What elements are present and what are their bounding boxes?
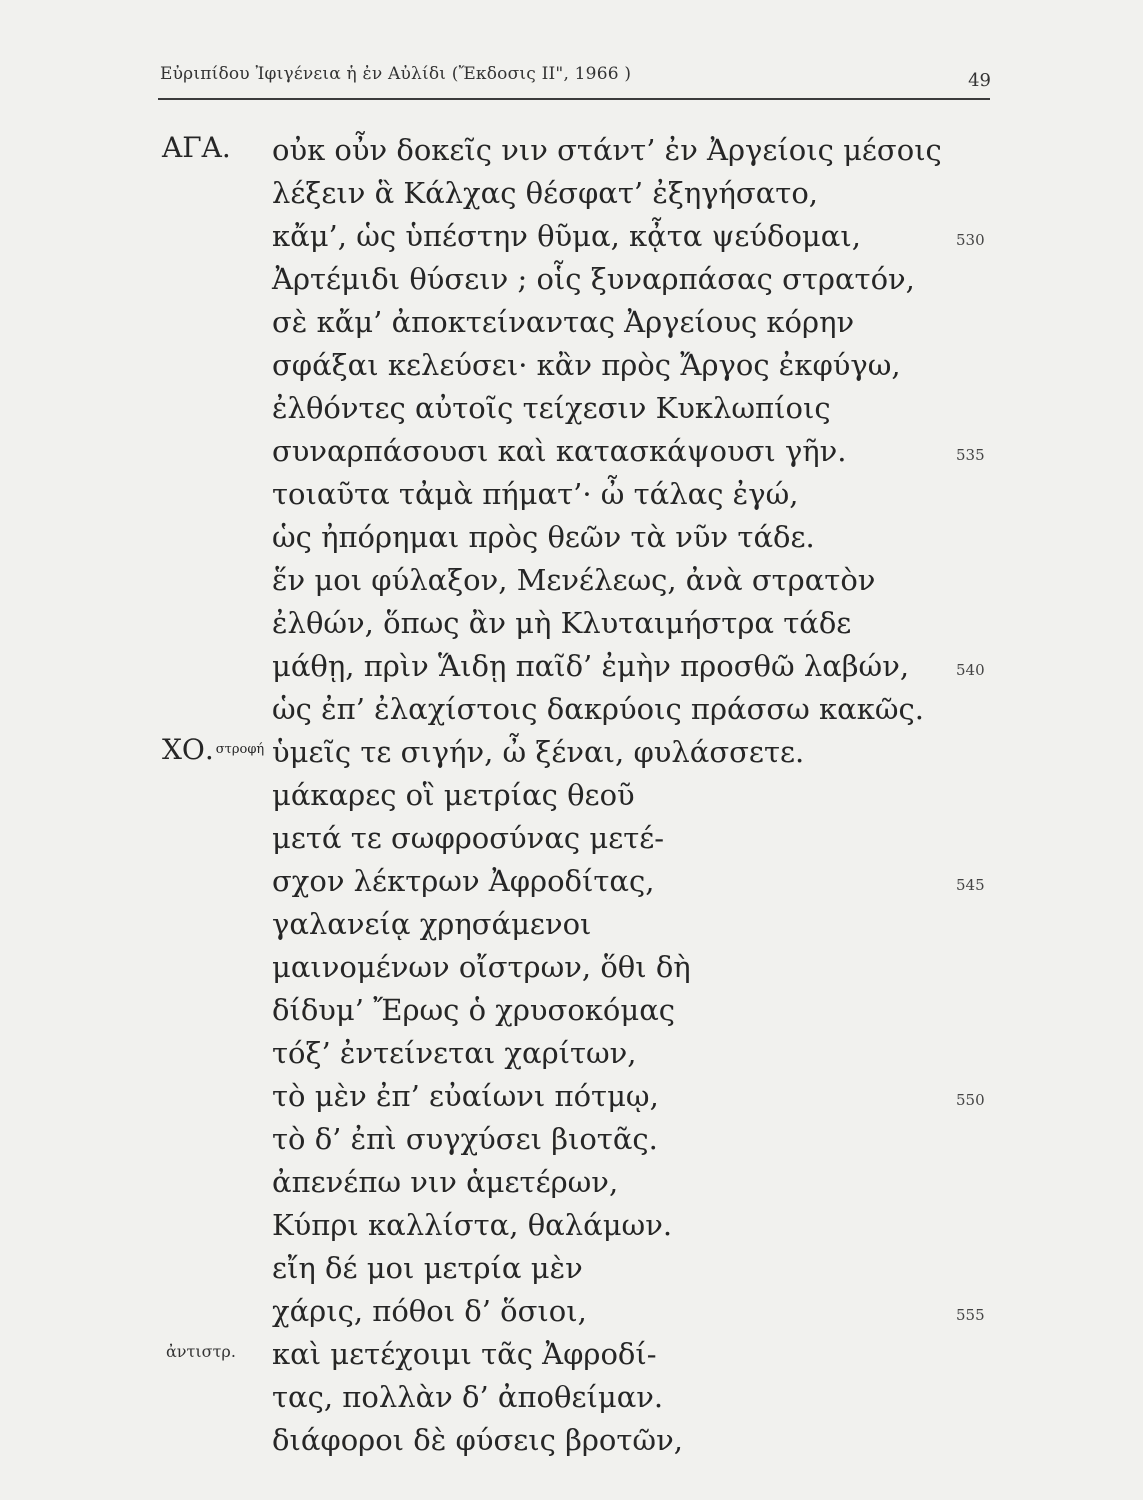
verse-line: ἀπενέπω νιν ἁμετέρων, (272, 1165, 619, 1199)
line-number: 555 (956, 1306, 985, 1324)
verse-line: ἕν μοι φύλαξον, Μενέλεως, ἀνὰ στρατὸν (272, 563, 876, 597)
verse-line: σχον λέκτρων Ἀφροδίτας, (272, 864, 655, 898)
speaker-chorus (162, 732, 264, 770)
verse-line: τὸ μὲν ἐπ’ εὐαίωνι πότμῳ, (272, 1079, 659, 1113)
verse-line: συναρπάσουσι καὶ κατασκάψουσι γῆν. (272, 434, 847, 468)
verse-line: γαλανείᾳ χρησάμενοι (272, 907, 592, 941)
speaker-aga: ΑΓΑ. (162, 131, 231, 164)
verse-line: ὡς ἐπ’ ἐλαχίστοις δακρύοις πράσσω κακῶς. (272, 692, 924, 726)
verse-line: μαινομένων οἴστρων, ὅθι δὴ (272, 950, 691, 984)
verse-line: διάφοροι δὲ φύσεις βροτῶν, (272, 1423, 683, 1457)
verse-line: μάκαρες οἳ μετρίας θεοῦ (272, 778, 635, 812)
verse-line: καὶ μετέχοιμι τᾶς Ἀφροδί- (272, 1337, 657, 1371)
speaker-chorus-label: ΧΟ. (162, 733, 214, 766)
header-rule (158, 98, 990, 100)
running-header: Εὐριπίδου Ἰφιγένεια ἡ ἐν Αὐλίδι (Ἔκδοσις ΙΙ", 1966 ) (160, 64, 632, 84)
verse-line: κἄμ’, ὡς ὑπέστην θῦμα, κᾆτα ψεύδομαι, (272, 219, 861, 253)
verse-line: μάθῃ, πρὶν Ἅιδῃ παῖδ’ ἐμὴν προσθῶ λαβών, (272, 649, 910, 683)
verse-line: οὐκ οὖν δοκεῖς νιν στάντ’ ἐν Ἀργείοις μέσοις (272, 133, 942, 167)
line-number: 540 (956, 661, 985, 679)
verse-line: μετά τε σωφροσύνας μετέ- (272, 821, 665, 855)
verse-line: τας, πολλὰν δ’ ἀποθείμαν. (272, 1380, 664, 1414)
verse-line: τὸ δ’ ἐπὶ συγχύσει βιοτᾶς. (272, 1122, 658, 1156)
verse-line: Κύπρι καλλίστα, θαλάμων. (272, 1208, 673, 1242)
verse-line: ἐλθόντες αὐτοῖς τείχεσιν Κυκλωπίοις (272, 391, 831, 425)
verse-line: δίδυμ’ Ἔρως ὁ χρυσοκόμας (272, 993, 676, 1027)
verse-line: ὡς ἠπόρημαι πρὸς θεῶν τὰ νῦν τάδε. (272, 520, 815, 554)
line-number: 550 (956, 1091, 985, 1109)
verse-line: ὑμεῖς τε σιγήν, ὦ ξέναι, φυλάσσετε. (272, 735, 805, 769)
verse-line: σφάξαι κελεύσει· κἂν πρὸς Ἄργος ἐκφύγω, (272, 348, 901, 382)
antistrophe-note: ἀντιστρ. (166, 1342, 236, 1361)
line-number: 530 (956, 231, 985, 249)
strophe-note: στροφή (215, 741, 265, 757)
line-number: 545 (956, 876, 985, 894)
verse-line: ἐλθών, ὅπως ἂν μὴ Κλυταιμήστρα τάδε (272, 606, 852, 640)
verse-line: λέξειν ἃ Κάλχας θέσφατ’ ἐξηγήσατο, (272, 176, 819, 210)
verse-line: τόξ’ ἐντείνεται χαρίτων, (272, 1036, 637, 1070)
line-number: 535 (956, 446, 985, 464)
verse-line: σὲ κἄμ’ ἀποκτείναντας Ἀργείους κόρην (272, 305, 855, 339)
verse-line: τοιαῦτα τἀμὰ πήματ’· ὦ τάλας ἐγώ, (272, 477, 799, 511)
verse-line: εἴη δέ μοι μετρία μὲν (272, 1251, 583, 1285)
page-number: 49 (968, 70, 991, 91)
verse-line: Ἀρτέμιδι θύσειν ; οἷς ξυναρπάσας στρατόν, (272, 262, 915, 296)
verse-line: χάρις, πόθοι δ’ ὅσιοι, (272, 1294, 587, 1328)
